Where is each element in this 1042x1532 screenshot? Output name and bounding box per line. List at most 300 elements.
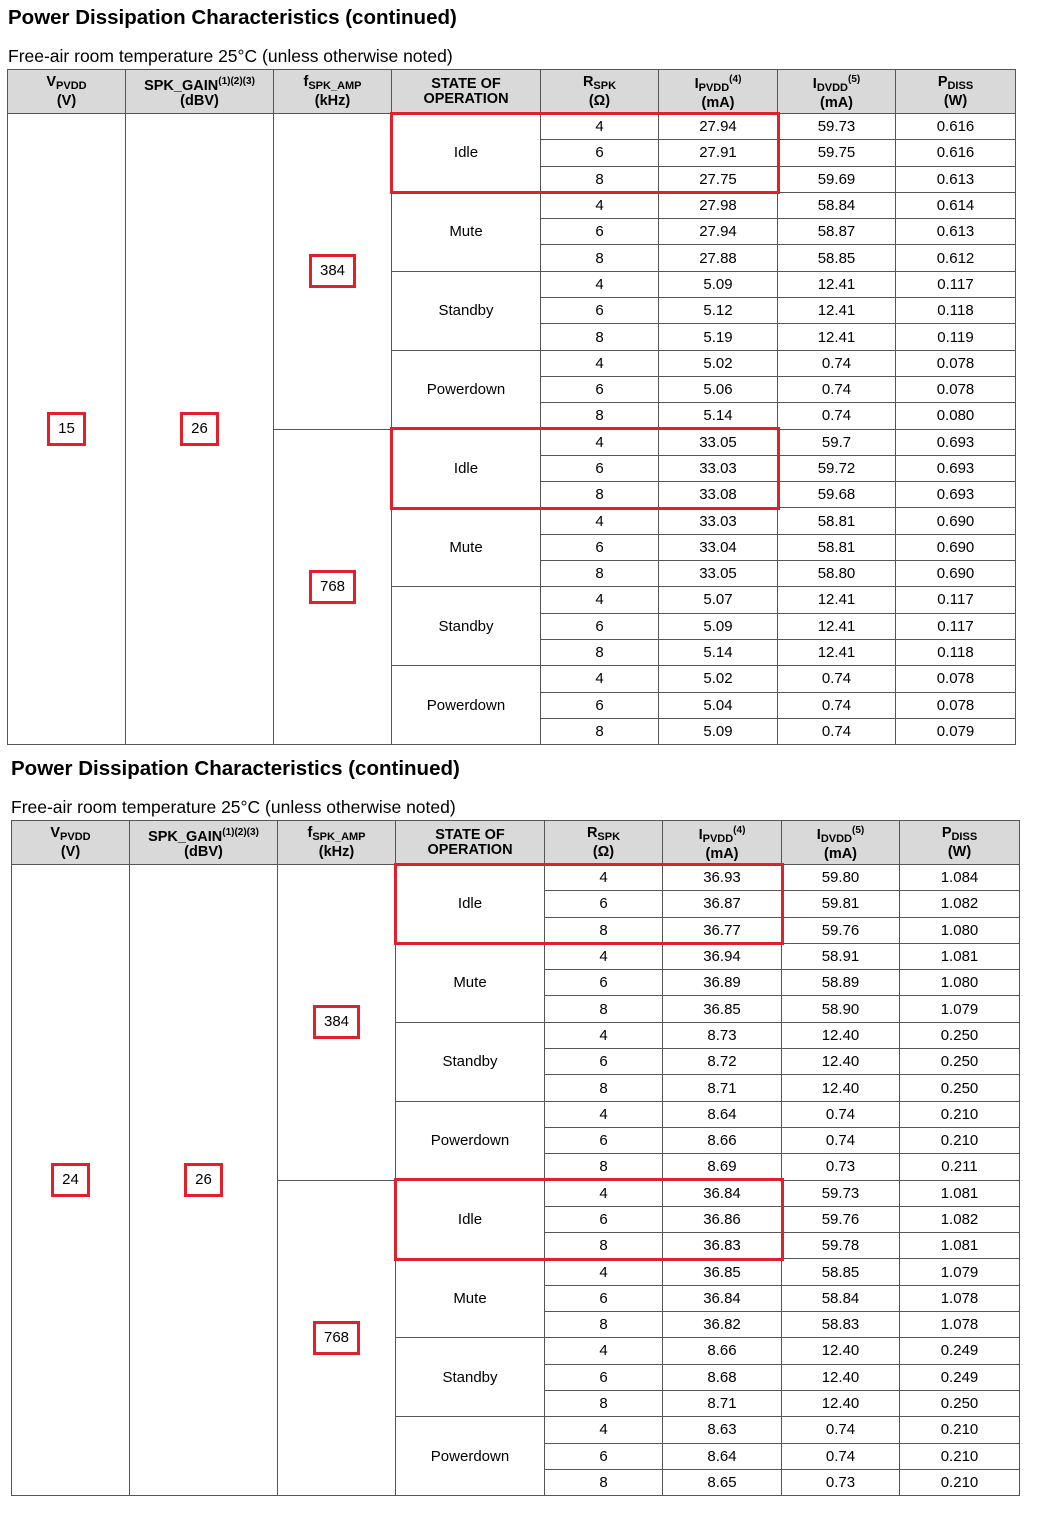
header-row bbox=[8, 70, 1016, 114]
pdiss-cell: 1.079 bbox=[900, 1259, 1020, 1285]
ipvdd-cell: 27.88 bbox=[659, 245, 778, 271]
header-rspk-symbol: R bbox=[582, 73, 594, 90]
idvdd-cell: 58.81 bbox=[778, 508, 896, 534]
ipvdd-cell: 36.84 bbox=[663, 1180, 782, 1206]
ipvdd-cell: 8.71 bbox=[663, 1075, 782, 1101]
pdiss-cell: 0.249 bbox=[900, 1338, 1020, 1364]
state-cell: Idle bbox=[392, 114, 541, 193]
header-rspk bbox=[541, 70, 659, 114]
ipvdd-cell: 36.87 bbox=[663, 891, 782, 917]
header-spk-gain bbox=[130, 821, 278, 865]
rspk-cell: 4 bbox=[541, 587, 659, 613]
pdiss-cell: 1.079 bbox=[900, 996, 1020, 1022]
rspk-cell: 8 bbox=[545, 1469, 663, 1495]
rspk-cell: 6 bbox=[541, 534, 659, 560]
ipvdd-cell: 27.94 bbox=[659, 219, 778, 245]
ipvdd-cell: 8.69 bbox=[663, 1154, 782, 1180]
state-cell: Mute bbox=[392, 192, 541, 271]
idvdd-cell: 59.76 bbox=[782, 1206, 900, 1232]
ipvdd-cell: 8.66 bbox=[663, 1338, 782, 1364]
idvdd-cell: 12.40 bbox=[782, 1390, 900, 1416]
header-idvdd bbox=[778, 70, 896, 114]
pdiss-cell: 0.210 bbox=[900, 1127, 1020, 1153]
fspk-amp-value: 384 bbox=[309, 254, 356, 288]
idvdd-cell: 0.73 bbox=[782, 1154, 900, 1180]
header-ipvdd bbox=[663, 821, 782, 865]
pdiss-cell: 0.080 bbox=[896, 403, 1016, 429]
pdiss-cell: 0.117 bbox=[896, 587, 1016, 613]
header-vpvdd bbox=[8, 70, 126, 114]
ipvdd-cell: 5.14 bbox=[659, 403, 778, 429]
rspk-cell: 8 bbox=[545, 996, 663, 1022]
pdiss-cell: 0.612 bbox=[896, 245, 1016, 271]
ipvdd-cell: 8.68 bbox=[663, 1364, 782, 1390]
header-rspk bbox=[545, 821, 663, 865]
idvdd-cell: 0.74 bbox=[782, 1417, 900, 1443]
pdiss-cell: 0.693 bbox=[896, 455, 1016, 481]
pdiss-cell: 0.211 bbox=[900, 1154, 1020, 1180]
rspk-cell: 6 bbox=[545, 1364, 663, 1390]
ipvdd-cell: 36.93 bbox=[663, 865, 782, 891]
header-fspk-amp-symbol: f bbox=[303, 73, 309, 90]
header-row bbox=[12, 821, 1020, 865]
ipvdd-cell: 8.71 bbox=[663, 1390, 782, 1416]
table-row bbox=[8, 114, 1016, 140]
header-ipvdd-subscript: PVDD bbox=[702, 833, 734, 845]
ipvdd-cell: 8.64 bbox=[663, 1101, 782, 1127]
fspk-amp-value: 768 bbox=[309, 570, 356, 604]
idvdd-cell: 59.78 bbox=[782, 1233, 900, 1259]
rspk-cell: 4 bbox=[541, 114, 659, 140]
ipvdd-cell: 27.98 bbox=[659, 192, 778, 218]
ipvdd-cell: 33.04 bbox=[659, 534, 778, 560]
state-cell: Standby bbox=[392, 587, 541, 666]
ipvdd-cell: 36.83 bbox=[663, 1233, 782, 1259]
header-fspk-amp-unit: (kHz) bbox=[314, 92, 351, 109]
rspk-cell: 6 bbox=[545, 1049, 663, 1075]
idvdd-cell: 0.74 bbox=[778, 350, 896, 376]
section2-title: Power Dissipation Characteristics (continued) bbox=[11, 757, 460, 780]
header-ipvdd-subscript: PVDD bbox=[698, 82, 730, 94]
rspk-cell: 8 bbox=[541, 324, 659, 350]
ipvdd-cell: 36.77 bbox=[663, 917, 782, 943]
pdiss-cell: 0.079 bbox=[896, 718, 1016, 744]
idvdd-cell: 58.87 bbox=[778, 219, 896, 245]
rspk-cell: 4 bbox=[545, 1259, 663, 1285]
header-spk-gain-symbol: SPK_GAIN bbox=[144, 78, 219, 94]
ipvdd-cell: 5.02 bbox=[659, 666, 778, 692]
ipvdd-cell: 36.85 bbox=[663, 1259, 782, 1285]
ipvdd-cell: 5.04 bbox=[659, 692, 778, 718]
idvdd-cell: 12.40 bbox=[782, 1049, 900, 1075]
rspk-cell: 4 bbox=[545, 943, 663, 969]
header-vpvdd-subscript: PVDD bbox=[56, 79, 87, 92]
idvdd-cell: 58.84 bbox=[782, 1285, 900, 1311]
fspk-amp-value: 768 bbox=[313, 1321, 360, 1355]
header-ipvdd-unit: (mA) bbox=[701, 95, 735, 111]
vpvdd-cell bbox=[8, 114, 126, 745]
header-idvdd bbox=[782, 821, 900, 865]
header-spk-gain-unit: (dBV) bbox=[180, 93, 219, 109]
header-pdiss-unit: (W) bbox=[943, 92, 968, 109]
header-idvdd-superscript: (5) bbox=[847, 74, 861, 85]
rspk-cell: 6 bbox=[545, 1206, 663, 1232]
header-rspk-subscript: SPK bbox=[597, 830, 621, 843]
pdiss-cell: 0.210 bbox=[900, 1417, 1020, 1443]
rspk-cell: 6 bbox=[545, 1443, 663, 1469]
ipvdd-cell: 5.06 bbox=[659, 376, 778, 402]
section2-subtitle: Free-air room temperature 25°C (unless otherwise noted) bbox=[11, 797, 456, 817]
ipvdd-cell: 36.82 bbox=[663, 1312, 782, 1338]
pdiss-cell: 0.118 bbox=[896, 298, 1016, 324]
fspk-amp-cell bbox=[274, 114, 392, 430]
state-cell: Powerdown bbox=[392, 350, 541, 429]
pdiss-cell: 1.078 bbox=[900, 1285, 1020, 1311]
rspk-cell: 4 bbox=[545, 1101, 663, 1127]
pdiss-cell: 0.117 bbox=[896, 271, 1016, 297]
idvdd-cell: 0.74 bbox=[778, 718, 896, 744]
pdiss-cell: 0.250 bbox=[900, 1022, 1020, 1048]
idvdd-cell: 59.81 bbox=[782, 891, 900, 917]
header-spk-gain-superscript: (1)(2)(3) bbox=[222, 827, 259, 838]
pdiss-cell: 1.078 bbox=[900, 1312, 1020, 1338]
idvdd-cell: 58.90 bbox=[782, 996, 900, 1022]
ipvdd-cell: 8.65 bbox=[663, 1469, 782, 1495]
rspk-cell: 8 bbox=[541, 482, 659, 508]
header-rspk-unit: (Ω) bbox=[588, 92, 611, 109]
pdiss-cell: 0.210 bbox=[900, 1469, 1020, 1495]
header-pdiss-subscript: DISS bbox=[947, 79, 974, 92]
idvdd-cell: 59.73 bbox=[778, 114, 896, 140]
pdiss-cell: 1.081 bbox=[900, 1233, 1020, 1259]
header-fspk-amp-subscript: SPK_AMP bbox=[308, 79, 362, 92]
idvdd-cell: 0.74 bbox=[778, 403, 896, 429]
header-pdiss bbox=[900, 821, 1020, 865]
pdiss-cell: 1.082 bbox=[900, 891, 1020, 917]
rspk-cell: 6 bbox=[545, 891, 663, 917]
ipvdd-cell: 5.02 bbox=[659, 350, 778, 376]
idvdd-cell: 12.41 bbox=[778, 639, 896, 665]
header-vpvdd-unit: (V) bbox=[60, 843, 81, 860]
ipvdd-cell: 36.89 bbox=[663, 970, 782, 996]
vpvdd-value: 24 bbox=[51, 1163, 90, 1197]
ipvdd-cell: 8.73 bbox=[663, 1022, 782, 1048]
ipvdd-cell: 33.03 bbox=[659, 508, 778, 534]
header-fspk-amp-symbol: f bbox=[307, 824, 313, 841]
idvdd-cell: 0.74 bbox=[782, 1101, 900, 1127]
pdiss-cell: 1.080 bbox=[900, 970, 1020, 996]
rspk-cell: 4 bbox=[541, 192, 659, 218]
state-cell: Mute bbox=[396, 943, 545, 1022]
header-state-of-operation-line2: OPERATION bbox=[423, 90, 509, 107]
rspk-cell: 8 bbox=[545, 1312, 663, 1338]
header-rspk-subscript: SPK bbox=[593, 79, 617, 92]
header-idvdd-symbol: I bbox=[816, 827, 821, 843]
idvdd-cell: 58.85 bbox=[782, 1259, 900, 1285]
pdiss-cell: 1.084 bbox=[900, 865, 1020, 891]
idvdd-cell: 59.72 bbox=[778, 455, 896, 481]
header-state-of-operation bbox=[396, 821, 545, 865]
ipvdd-cell: 36.86 bbox=[663, 1206, 782, 1232]
ipvdd-cell: 5.09 bbox=[659, 718, 778, 744]
idvdd-cell: 58.84 bbox=[778, 192, 896, 218]
idvdd-cell: 59.73 bbox=[782, 1180, 900, 1206]
idvdd-cell: 0.74 bbox=[778, 692, 896, 718]
fspk-amp-cell bbox=[278, 865, 396, 1181]
header-idvdd-symbol: I bbox=[812, 76, 817, 92]
idvdd-cell: 12.40 bbox=[782, 1022, 900, 1048]
idvdd-cell: 59.69 bbox=[778, 166, 896, 192]
header-state-of-operation bbox=[392, 70, 541, 114]
rspk-cell: 4 bbox=[545, 865, 663, 891]
pdiss-cell: 0.613 bbox=[896, 219, 1016, 245]
rspk-cell: 6 bbox=[541, 219, 659, 245]
state-cell: Powerdown bbox=[396, 1417, 545, 1496]
header-rspk-symbol: R bbox=[586, 824, 598, 841]
ipvdd-cell: 27.91 bbox=[659, 140, 778, 166]
ipvdd-cell: 5.14 bbox=[659, 639, 778, 665]
state-cell: Idle bbox=[396, 865, 545, 944]
header-idvdd-unit: (mA) bbox=[819, 95, 854, 111]
idvdd-cell: 12.41 bbox=[778, 271, 896, 297]
header-ipvdd-symbol: I bbox=[698, 827, 703, 843]
header-spk-gain-superscript: (1)(2)(3) bbox=[218, 76, 255, 87]
ipvdd-cell: 33.03 bbox=[659, 455, 778, 481]
header-state-of-operation-line2: OPERATION bbox=[427, 841, 513, 858]
rspk-cell: 6 bbox=[541, 455, 659, 481]
ipvdd-cell: 36.85 bbox=[663, 996, 782, 1022]
rspk-cell: 8 bbox=[545, 1154, 663, 1180]
table-row bbox=[12, 865, 1020, 891]
idvdd-cell: 12.41 bbox=[778, 587, 896, 613]
ipvdd-cell: 33.08 bbox=[659, 482, 778, 508]
rspk-cell: 6 bbox=[541, 692, 659, 718]
rspk-cell: 8 bbox=[545, 917, 663, 943]
idvdd-cell: 0.74 bbox=[778, 666, 896, 692]
pdiss-cell: 0.250 bbox=[900, 1049, 1020, 1075]
rspk-cell: 4 bbox=[541, 271, 659, 297]
rspk-cell: 6 bbox=[545, 970, 663, 996]
section1-subtitle: Free-air room temperature 25°C (unless otherwise noted) bbox=[8, 46, 453, 66]
idvdd-cell: 12.40 bbox=[782, 1338, 900, 1364]
spk-gain-cell bbox=[126, 114, 274, 745]
header-rspk-unit: (Ω) bbox=[592, 843, 615, 860]
state-cell: Standby bbox=[396, 1338, 545, 1417]
rspk-cell: 4 bbox=[545, 1022, 663, 1048]
rspk-cell: 8 bbox=[541, 245, 659, 271]
rspk-cell: 8 bbox=[545, 1075, 663, 1101]
rspk-cell: 8 bbox=[541, 561, 659, 587]
pdiss-cell: 1.081 bbox=[900, 1180, 1020, 1206]
ipvdd-cell: 27.75 bbox=[659, 166, 778, 192]
idvdd-cell: 58.83 bbox=[782, 1312, 900, 1338]
ipvdd-cell: 36.94 bbox=[663, 943, 782, 969]
header-ipvdd-symbol: I bbox=[694, 76, 699, 92]
rspk-cell: 6 bbox=[541, 140, 659, 166]
spk-gain-cell bbox=[130, 865, 278, 1496]
rspk-cell: 8 bbox=[545, 1233, 663, 1259]
idvdd-cell: 12.40 bbox=[782, 1364, 900, 1390]
rspk-cell: 4 bbox=[541, 508, 659, 534]
idvdd-cell: 59.7 bbox=[778, 429, 896, 455]
header-state-of-operation-line1: STATE OF bbox=[431, 75, 501, 92]
ipvdd-cell: 5.12 bbox=[659, 298, 778, 324]
header-ipvdd-superscript: (4) bbox=[729, 74, 742, 85]
rspk-cell: 4 bbox=[545, 1417, 663, 1443]
pdiss-cell: 0.078 bbox=[896, 350, 1016, 376]
pdiss-cell: 0.118 bbox=[896, 639, 1016, 665]
pdiss-cell: 0.613 bbox=[896, 166, 1016, 192]
idvdd-cell: 0.73 bbox=[782, 1469, 900, 1495]
pdiss-cell: 0.210 bbox=[900, 1101, 1020, 1127]
idvdd-cell: 58.91 bbox=[782, 943, 900, 969]
pdiss-cell: 0.250 bbox=[900, 1390, 1020, 1416]
rspk-cell: 4 bbox=[541, 429, 659, 455]
spk-gain-value: 26 bbox=[184, 1163, 223, 1197]
header-pdiss-subscript: DISS bbox=[951, 830, 978, 843]
vpvdd-value: 15 bbox=[47, 412, 86, 446]
state-cell: Idle bbox=[396, 1180, 545, 1259]
header-pdiss-unit: (W) bbox=[947, 843, 972, 860]
rspk-cell: 6 bbox=[545, 1127, 663, 1153]
section1-title: Power Dissipation Characteristics (continued) bbox=[8, 6, 457, 29]
pdiss-cell: 0.117 bbox=[896, 613, 1016, 639]
header-fspk-amp bbox=[278, 821, 396, 865]
ipvdd-cell: 27.94 bbox=[659, 114, 778, 140]
header-vpvdd bbox=[12, 821, 130, 865]
pdiss-cell: 0.078 bbox=[896, 692, 1016, 718]
pdiss-cell: 0.249 bbox=[900, 1364, 1020, 1390]
header-ipvdd bbox=[659, 70, 778, 114]
state-cell: Mute bbox=[396, 1259, 545, 1338]
idvdd-cell: 12.40 bbox=[782, 1075, 900, 1101]
power-dissipation-table-1 bbox=[7, 69, 1016, 745]
state-cell: Idle bbox=[392, 429, 541, 508]
header-pdiss-symbol: P bbox=[937, 73, 948, 90]
rspk-cell: 8 bbox=[541, 166, 659, 192]
spk-gain-value: 26 bbox=[180, 412, 219, 446]
header-pdiss bbox=[896, 70, 1016, 114]
ipvdd-cell: 33.05 bbox=[659, 561, 778, 587]
pdiss-cell: 1.081 bbox=[900, 943, 1020, 969]
idvdd-cell: 12.41 bbox=[778, 324, 896, 350]
ipvdd-cell: 8.63 bbox=[663, 1417, 782, 1443]
idvdd-cell: 0.74 bbox=[778, 376, 896, 402]
idvdd-cell: 12.41 bbox=[778, 613, 896, 639]
fspk-amp-value: 384 bbox=[313, 1005, 360, 1039]
header-fspk-amp-unit: (kHz) bbox=[318, 843, 355, 860]
header-vpvdd-subscript: PVDD bbox=[60, 830, 91, 843]
pdiss-cell: 0.693 bbox=[896, 429, 1016, 455]
pdiss-cell: 0.693 bbox=[896, 482, 1016, 508]
rspk-cell: 6 bbox=[541, 613, 659, 639]
pdiss-cell: 1.082 bbox=[900, 1206, 1020, 1232]
pdiss-cell: 1.080 bbox=[900, 917, 1020, 943]
pdiss-cell: 0.078 bbox=[896, 376, 1016, 402]
header-spk-gain-unit: (dBV) bbox=[184, 844, 223, 860]
rspk-cell: 4 bbox=[541, 666, 659, 692]
fspk-amp-cell bbox=[274, 429, 392, 745]
ipvdd-cell: 33.05 bbox=[659, 429, 778, 455]
rspk-cell: 6 bbox=[545, 1285, 663, 1311]
header-idvdd-superscript: (5) bbox=[851, 825, 865, 836]
pdiss-cell: 0.616 bbox=[896, 114, 1016, 140]
pdiss-cell: 0.250 bbox=[900, 1075, 1020, 1101]
rspk-cell: 8 bbox=[541, 639, 659, 665]
ipvdd-cell: 8.64 bbox=[663, 1443, 782, 1469]
pdiss-cell: 0.690 bbox=[896, 561, 1016, 587]
fspk-amp-cell bbox=[278, 1180, 396, 1496]
pdiss-cell: 0.690 bbox=[896, 534, 1016, 560]
pdiss-cell: 0.210 bbox=[900, 1443, 1020, 1469]
idvdd-cell: 59.76 bbox=[782, 917, 900, 943]
idvdd-cell: 12.41 bbox=[778, 298, 896, 324]
ipvdd-cell: 36.84 bbox=[663, 1285, 782, 1311]
idvdd-cell: 0.74 bbox=[782, 1443, 900, 1469]
ipvdd-cell: 8.72 bbox=[663, 1049, 782, 1075]
power-dissipation-table-2 bbox=[11, 820, 1020, 1496]
state-cell: Powerdown bbox=[396, 1101, 545, 1180]
header-vpvdd-symbol: V bbox=[46, 73, 57, 90]
rspk-cell: 6 bbox=[541, 376, 659, 402]
header-ipvdd-unit: (mA) bbox=[705, 846, 739, 862]
header-vpvdd-unit: (V) bbox=[56, 92, 77, 109]
idvdd-cell: 59.68 bbox=[778, 482, 896, 508]
vpvdd-cell bbox=[12, 865, 130, 1496]
pdiss-cell: 0.616 bbox=[896, 140, 1016, 166]
pdiss-cell: 0.078 bbox=[896, 666, 1016, 692]
ipvdd-cell: 5.09 bbox=[659, 271, 778, 297]
rspk-cell: 8 bbox=[541, 718, 659, 744]
pdiss-cell: 0.119 bbox=[896, 324, 1016, 350]
header-fspk-amp-subscript: SPK_AMP bbox=[312, 830, 366, 843]
ipvdd-cell: 5.07 bbox=[659, 587, 778, 613]
idvdd-cell: 58.85 bbox=[778, 245, 896, 271]
ipvdd-cell: 8.66 bbox=[663, 1127, 782, 1153]
pdiss-cell: 0.614 bbox=[896, 192, 1016, 218]
pdiss-cell: 0.690 bbox=[896, 508, 1016, 534]
state-cell: Standby bbox=[392, 271, 541, 350]
rspk-cell: 8 bbox=[541, 403, 659, 429]
header-ipvdd-superscript: (4) bbox=[733, 825, 746, 836]
ipvdd-cell: 5.19 bbox=[659, 324, 778, 350]
header-pdiss-symbol: P bbox=[941, 824, 952, 841]
rspk-cell: 4 bbox=[541, 350, 659, 376]
header-vpvdd-symbol: V bbox=[50, 824, 61, 841]
idvdd-cell: 58.89 bbox=[782, 970, 900, 996]
rspk-cell: 4 bbox=[545, 1180, 663, 1206]
header-fspk-amp bbox=[274, 70, 392, 114]
state-cell: Standby bbox=[396, 1022, 545, 1101]
state-cell: Powerdown bbox=[392, 666, 541, 745]
rspk-cell: 6 bbox=[541, 298, 659, 324]
idvdd-cell: 58.81 bbox=[778, 534, 896, 560]
header-spk-gain-symbol: SPK_GAIN bbox=[148, 829, 223, 845]
rspk-cell: 4 bbox=[545, 1338, 663, 1364]
header-state-of-operation-line1: STATE OF bbox=[435, 826, 505, 843]
idvdd-cell: 59.75 bbox=[778, 140, 896, 166]
idvdd-cell: 0.74 bbox=[782, 1127, 900, 1153]
header-idvdd-subscript: DVDD bbox=[820, 833, 852, 845]
idvdd-cell: 59.80 bbox=[782, 865, 900, 891]
idvdd-cell: 58.80 bbox=[778, 561, 896, 587]
state-cell: Mute bbox=[392, 508, 541, 587]
header-idvdd-unit: (mA) bbox=[823, 846, 858, 862]
rspk-cell: 8 bbox=[545, 1390, 663, 1416]
header-spk-gain bbox=[126, 70, 274, 114]
header-idvdd-subscript: DVDD bbox=[816, 82, 848, 94]
ipvdd-cell: 5.09 bbox=[659, 613, 778, 639]
